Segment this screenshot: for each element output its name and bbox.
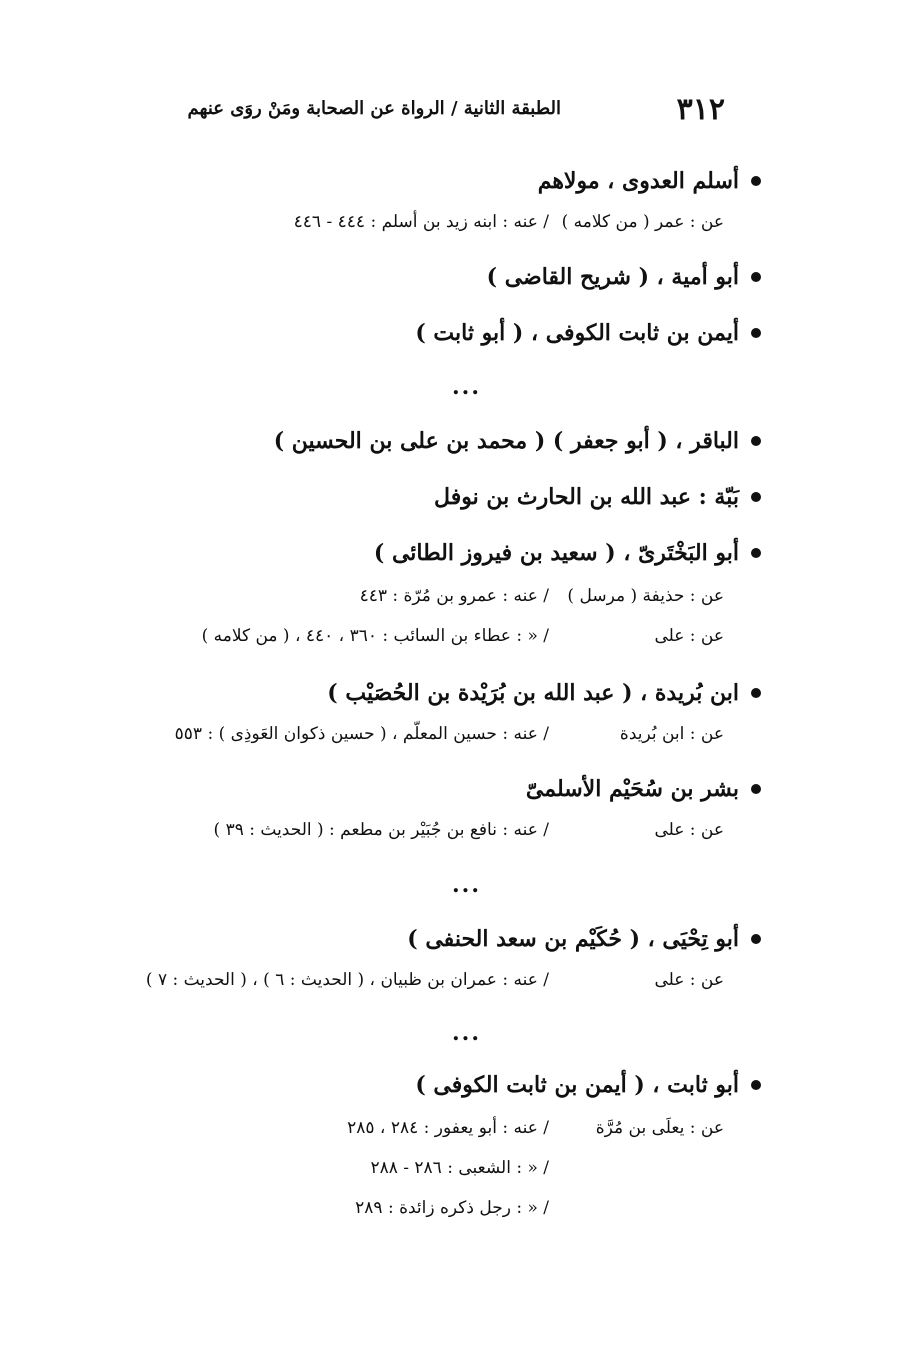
narrated-by: / عنه : ابنه زيد بن أسلم : ٤٤٤ - ٤٤٦ [293,212,549,232]
entry-heading [415,1072,761,1098]
ellipsis: ... [452,1020,481,1046]
narrated-by: / « : رجل ذكره زائدة : ٢٨٩ [355,1198,549,1218]
bullet-icon [751,272,761,282]
narrated-from: عن : على [654,970,724,990]
entry-name: أيمن بن ثابت الكوفى ، ( أبو ثابت ) [415,320,739,346]
running-title: الطبقة الثانية / الرواة عن الصحابة ومَنْ روَى عنهم [187,98,561,119]
narrated-from: عن : على [654,820,724,840]
bullet-icon [751,328,761,338]
ellipsis: ... [452,872,481,898]
entry-name: أبو أمية ، ( شريح القاضى ) [486,264,739,290]
narrated-by: / عنه : نافع بن جُبَيْر بن مطعم : ( الحديث : ٣٩ ) [213,820,549,840]
narrated-by: / عنه : عمرو بن مُرّة : ٤٤٣ [359,586,549,606]
entry-heading [538,168,761,194]
entry-name: أبو تِحْيَى ، ( حُكَيْم بن سعد الحنفى ) [407,926,739,952]
entry-heading [374,540,761,566]
entry-name: أبو البَخْتَرىّ ، ( سعيد بن فيروز الطائى ) [373,540,739,566]
bullet-icon [751,784,761,794]
entry-name: أبو ثابت ، ( أيمن بن ثابت الكوفى ) [415,1072,739,1098]
entry-heading [487,264,761,290]
entry-name: أسلم العدوى ، مولاهم [537,168,739,194]
narrated-by: / عنه : عمران بن ظبيان ، ( الحديث : ٦ ) ، ( الحديث : ٧ ) [145,970,549,990]
entry-name: بشر بن سُحَيْم الأسلمىّ [525,776,739,802]
bullet-icon [751,1080,761,1090]
narrated-from: عن : حذيفة ( مرسل ) [567,586,724,606]
bullet-icon [751,436,761,446]
narrated-by: / « : عطاء بن السائب : ٣٦٠ ، ٤٤٠ ، ( من كلامه ) [201,626,549,646]
narrated-from: عن : على [654,626,724,646]
narrated-by: / عنه : أبو يعفور : ٢٨٤ ، ٢٨٥ [347,1118,549,1138]
entry-name: ابن بُريدة ، ( عبد الله بن بُرَيْدة بن الحُصَيْب ) [327,680,739,706]
entry-name: بَبّة : عبد الله بن الحارث بن نوفل [434,484,739,510]
page-number: ٣١٢ [676,92,725,127]
entry-name: الباقر ، ( أبو جعفر ) ( محمد بن على بن الحسين ) [273,428,739,454]
bullet-icon [751,176,761,186]
entry-heading [434,484,761,510]
narrated-by: / عنه : حسين المعلّم ، ( حسين ذكوان العَوذِى ) : ٥٥٣ [174,724,549,744]
bullet-icon [751,492,761,502]
narrated-by: / « : الشعبى : ٢٨٦ - ٢٨٨ [370,1158,549,1178]
narrated-from: عن : عمر ( من كلامه ) [561,212,724,232]
entry-heading [327,680,761,706]
bullet-icon [751,548,761,558]
bullet-icon [751,688,761,698]
bullet-icon [751,934,761,944]
entry-heading [415,320,761,346]
ellipsis: ... [452,374,481,400]
narrated-from: عن : يعلَى بن مُرَّة [595,1118,724,1138]
entry-heading [274,428,761,454]
entry-heading [407,926,761,952]
narrated-from: عن : ابن بُريدة [619,724,724,744]
entry-heading [526,776,761,802]
